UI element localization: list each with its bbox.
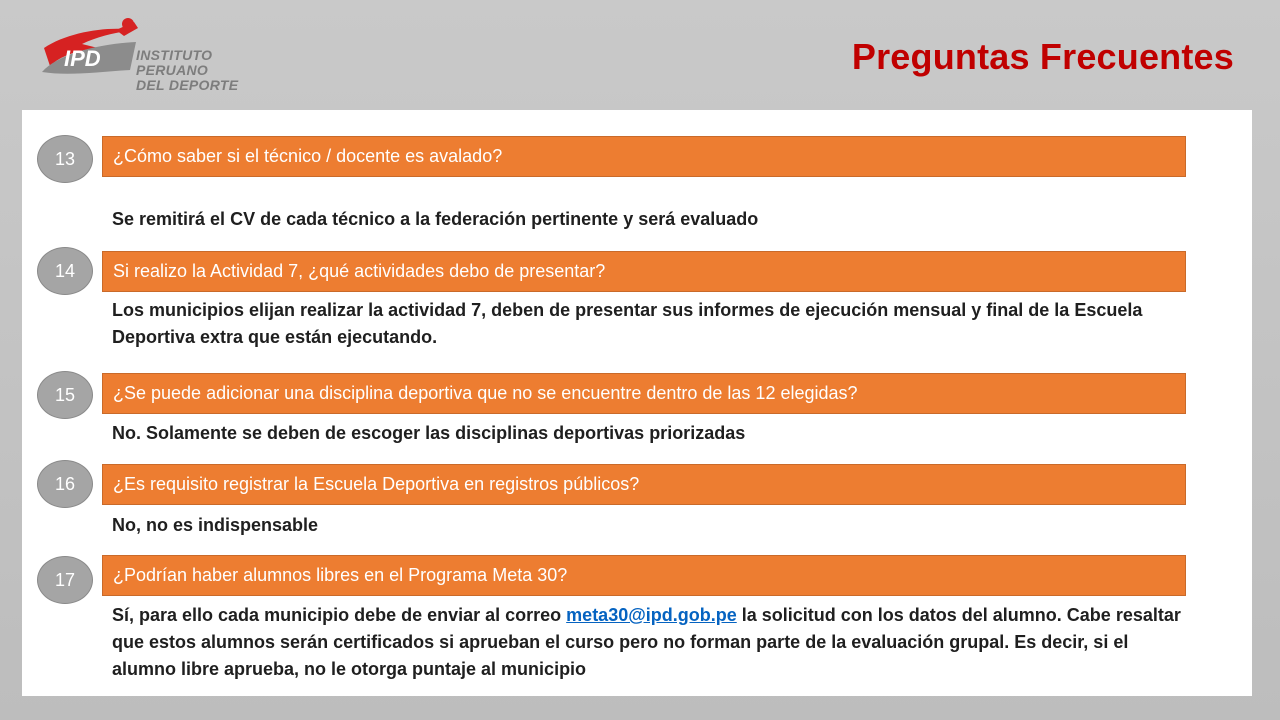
faq-number-16: 16	[37, 460, 93, 508]
faq-answer-17-part-1: Sí, para ello cada municipio debe de enviar al correo	[112, 605, 567, 625]
email-link[interactable]: meta30@ipd.gob.pe	[566, 605, 737, 625]
faq-answer-14: Los municipios elijan realizar la actividad 7, deben de presentar sus informes de ejecución mensual y final de la Escuela Deportiva extra que están ejecutando.	[112, 300, 1143, 347]
faq-answer-15: No. Solamente se deben de escoger las disciplinas deportivas priorizadas	[112, 423, 746, 443]
faq-answer-16: No, no es indispensable	[112, 515, 319, 535]
faq-question-17: ¿Podrían haber alumnos libres en el Programa Meta 30?	[102, 555, 1186, 596]
logo-line-2: PERUANO	[136, 62, 209, 78]
logo-line-1: INSTITUTO	[136, 47, 213, 63]
faq-answer-17-part-2: la solicitud con los datos del alumno. Cabe resaltar que estos alumnos serán certificados si aprueban el curso pero no forman parte de la evaluación grupal. Es decir, si el alumno libre aprueba, no le otorga puntaje al municipio	[112, 605, 1181, 679]
logo-line-3: DEL DEPORTE	[136, 77, 239, 93]
faq-question-15: ¿Se puede adicionar una disciplina deportiva que no se encuentre dentro de las 12 elegidas?	[102, 373, 1186, 414]
faq-number-14: 14	[37, 247, 93, 295]
ipd-logo-mark: IPD	[64, 46, 101, 71]
faq-question-16: ¿Es requisito registrar la Escuela Deportiva en registros públicos?	[102, 464, 1186, 505]
faq-number-15: 15	[37, 371, 93, 419]
faq-number-17: 17	[37, 556, 93, 604]
faq-answer-13: Se remitirá el CV de cada técnico a la federación pertinente y será evaluado	[112, 209, 759, 229]
page-title: Preguntas Frecuentes	[851, 36, 1234, 77]
faq-question-14: Si realizo la Actividad 7, ¿qué actividades debo de presentar?	[102, 251, 1186, 292]
faq-question-13: ¿Cómo saber si el técnico / docente es avalado?	[102, 136, 1186, 177]
faq-number-13: 13	[37, 135, 93, 183]
logo-text	[136, 48, 238, 93]
faq-answer-17	[112, 602, 1194, 683]
ipd-logo	[38, 14, 278, 98]
